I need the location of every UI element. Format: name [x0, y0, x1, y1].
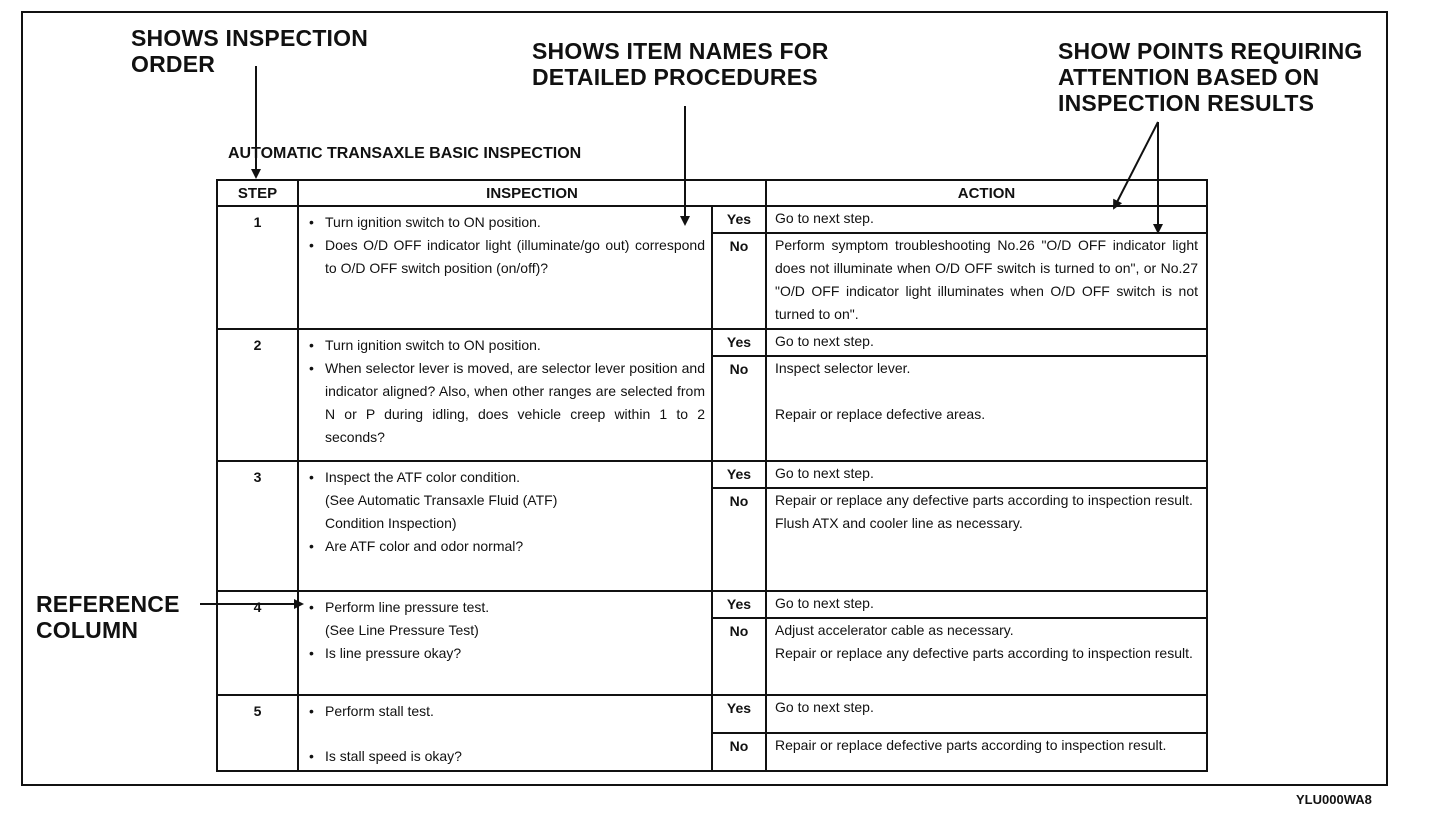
no-label: No	[712, 233, 766, 330]
yes-action: Go to next step.	[766, 695, 1207, 733]
inspection-item: • Inspect the ATF color condition.	[305, 466, 705, 489]
inspection-item: • Does O/D OFF indicator light (illuminate/go out) correspond to O/D OFF switch position (on/off)?	[305, 234, 705, 280]
yes-label: Yes	[712, 591, 766, 618]
no-label: No	[712, 733, 766, 771]
step-number: 4	[217, 591, 298, 695]
callout-item-names: SHOWS ITEM NAMES FOR DETAILED PROCEDURES	[532, 38, 829, 90]
inspection-item: • Are ATF color and odor normal?	[305, 535, 705, 558]
step-4-inspection	[298, 591, 712, 695]
yes-action: Go to next step.	[766, 206, 1207, 233]
step-3-inspection	[298, 461, 712, 591]
no-action: Inspect selector lever. Repair or replace defective areas.	[766, 356, 1207, 461]
no-action: Perform symptom troubleshooting No.26 "O/D OFF indicator light does not illuminate when O/D OFF switch is turned to on", or No.27 "O/D OFF indicator light illuminates when O/D OFF switch is not turned to on".	[766, 233, 1207, 330]
step-1-inspection	[298, 206, 712, 329]
yes-action: Go to next step.	[766, 461, 1207, 488]
step-number: 3	[217, 461, 298, 591]
callout-inspection-order: SHOWS INSPECTION ORDER	[131, 25, 369, 77]
yes-label: Yes	[712, 329, 766, 356]
yes-action: Go to next step.	[766, 591, 1207, 618]
table-header-row	[217, 180, 1207, 206]
step-5-yes-row	[217, 695, 1207, 733]
no-label: No	[712, 356, 766, 461]
yes-label: Yes	[712, 461, 766, 488]
step-2-yes-row	[217, 329, 1207, 356]
no-action: Repair or replace defective parts according to inspection result.	[766, 733, 1207, 771]
table-title: AUTOMATIC TRANSAXLE BASIC INSPECTION	[228, 145, 582, 162]
callout-attention-points: SHOW POINTS REQUIRING ATTENTION BASED ON INSPECTION RESULTS	[1058, 38, 1363, 116]
yes-label: Yes	[712, 695, 766, 733]
no-action-secondary: Flush ATX and cooler line as necessary.	[775, 514, 1023, 531]
reference-note: (See Line Pressure Test)	[325, 621, 479, 638]
step-number: 2	[217, 329, 298, 461]
inspection-item: • Turn ignition switch to ON position.	[305, 334, 705, 357]
inspection-item: • Perform line pressure test.	[305, 596, 705, 619]
yes-label: Yes	[712, 206, 766, 233]
inspection-item: • Is line pressure okay?	[305, 642, 705, 665]
step-5-inspection	[298, 695, 712, 771]
no-action-secondary: Repair or replace any defective parts according to inspection result.	[775, 644, 1193, 661]
no-label: No	[712, 488, 766, 591]
header-step: STEP	[217, 180, 298, 206]
step-2-inspection	[298, 329, 712, 461]
inspection-item: • Turn ignition switch to ON position.	[305, 211, 705, 234]
callout-reference-column: REFERENCE COLUMN	[36, 591, 180, 643]
no-label: No	[712, 618, 766, 695]
inspection-item: • When selector lever is moved, are selector lever position and indicator aligned? Also, when other ranges are selected from N or P during idling, does vehicle creep within 1 to 2 seconds?	[305, 357, 705, 449]
inspection-item: • Is stall speed is okay?	[305, 745, 705, 768]
step-3-yes-row	[217, 461, 1207, 488]
no-action: Repair or replace any defective parts according to inspection result. Flush ATX and cooler line as necessary.	[766, 488, 1207, 591]
reference-note: (See Automatic Transaxle Fluid (ATF) Condition Inspection)	[325, 492, 558, 532]
step-number: 5	[217, 695, 298, 771]
no-action-secondary: Repair or replace defective areas.	[775, 406, 986, 423]
no-action: Adjust accelerator cable as necessary. Repair or replace any defective parts according to inspection result.	[766, 618, 1207, 695]
figure-code: YLU000WA8	[1296, 792, 1372, 807]
header-action: ACTION	[766, 180, 1207, 206]
header-inspection: INSPECTION	[298, 180, 766, 206]
step-1-yes-row	[217, 206, 1207, 233]
yes-action: Go to next step.	[766, 329, 1207, 356]
inspection-table	[216, 179, 1208, 772]
inspection-item: • Perform stall test.	[305, 700, 705, 723]
step-number: 1	[217, 206, 298, 329]
step-4-yes-row	[217, 591, 1207, 618]
